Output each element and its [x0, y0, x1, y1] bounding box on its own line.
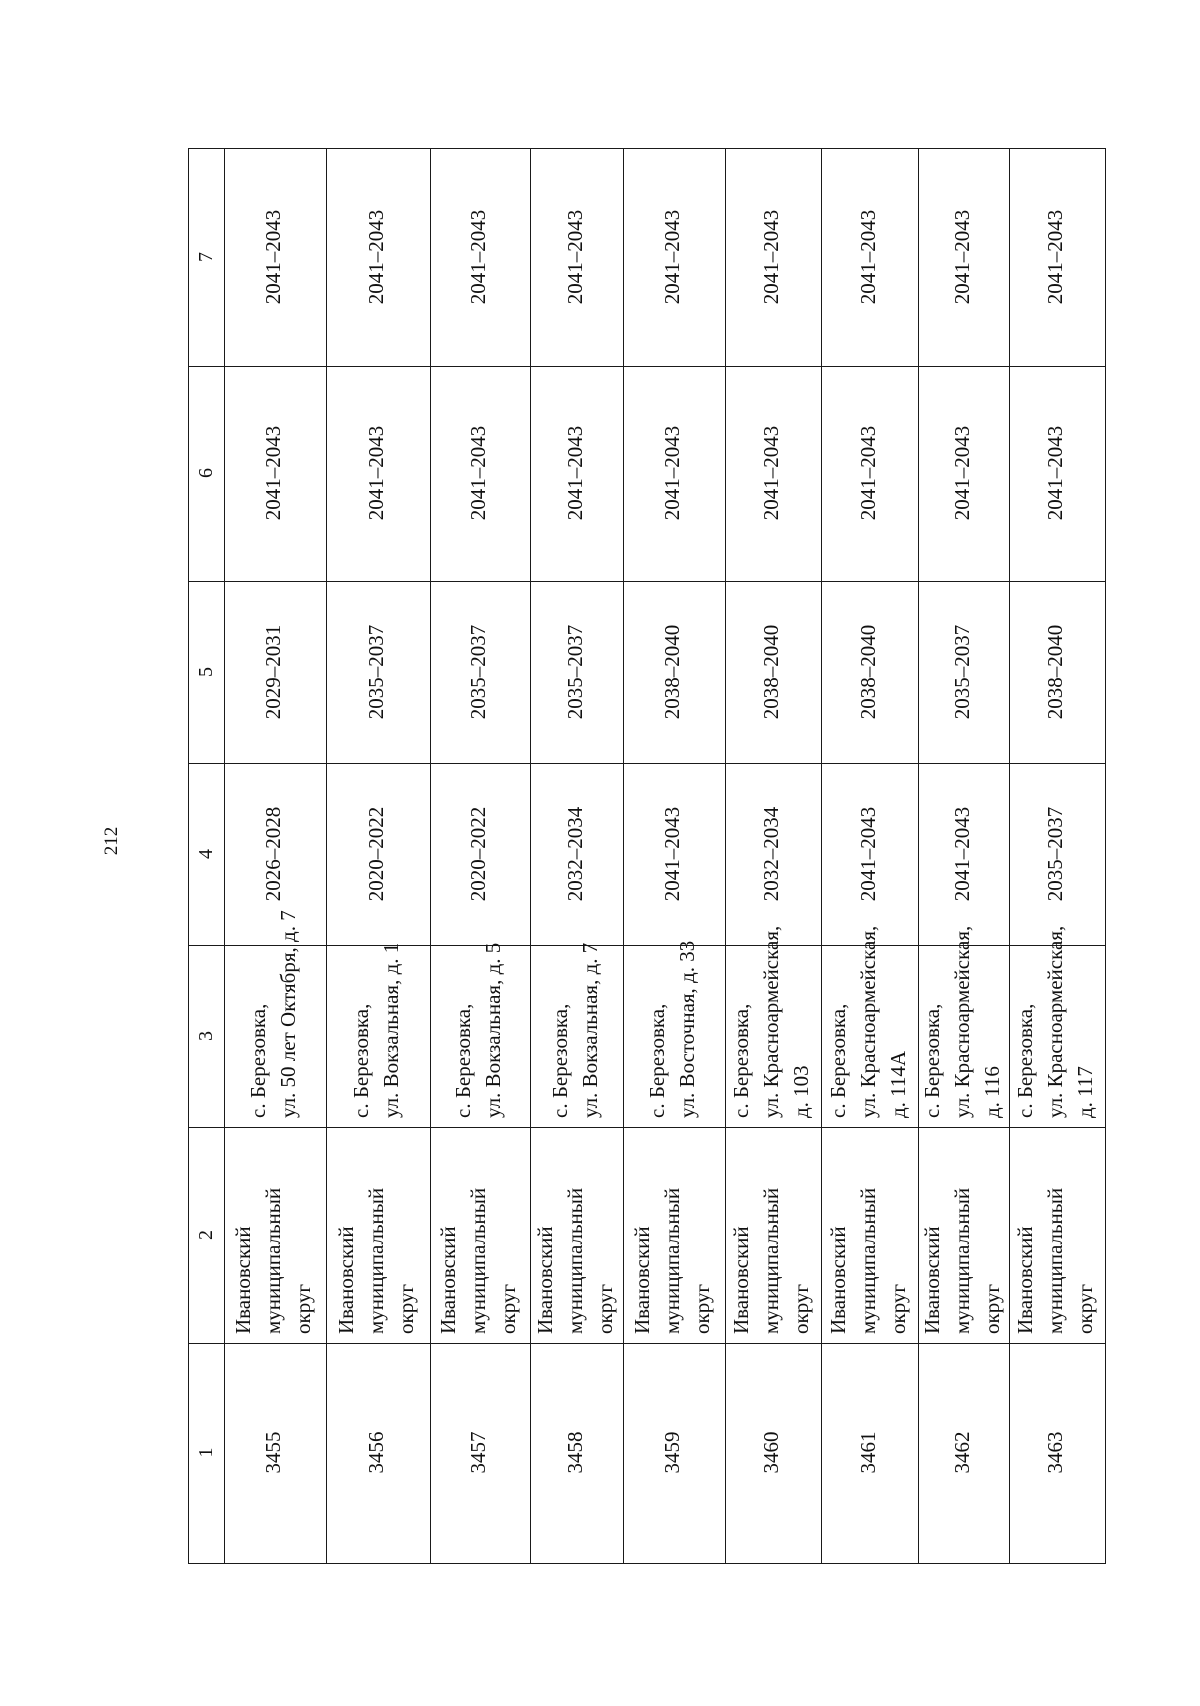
table-cell — [430, 1128, 530, 1344]
period-6-line: 2041–2043 — [855, 426, 880, 521]
table-cell — [430, 763, 530, 945]
period-6-line: 2041–2043 — [1043, 426, 1068, 521]
column-header — [191, 149, 221, 365]
table-cell — [919, 581, 1010, 763]
address-line: с. Березовка, — [825, 1003, 850, 1118]
table-cell — [919, 763, 1010, 945]
table-cell — [530, 942, 623, 1127]
column-header — [191, 1344, 221, 1561]
period-6-line: 2041–2043 — [261, 426, 286, 521]
table-cell — [919, 1344, 1010, 1564]
period-7 — [361, 149, 391, 365]
table-cell — [919, 367, 1010, 581]
table-cell — [326, 581, 430, 763]
period-5 — [657, 582, 687, 762]
period-6 — [947, 367, 977, 579]
table-cell — [225, 1344, 327, 1564]
table-cell — [725, 1344, 821, 1564]
district-name — [331, 1128, 421, 1342]
address — [448, 942, 508, 1126]
table-row — [189, 763, 1106, 945]
period-4 — [657, 764, 687, 944]
table-row — [189, 367, 1106, 581]
address — [917, 925, 1007, 1126]
district-name-line: округ — [291, 1283, 316, 1335]
header-cell — [189, 1128, 225, 1344]
record-number — [361, 1344, 391, 1561]
period-6 — [853, 367, 883, 579]
period-6-line: 2041–2043 — [950, 426, 975, 521]
table-cell — [821, 1128, 919, 1344]
table-cell — [624, 1128, 726, 1344]
table-row — [189, 1344, 1106, 1564]
period-7 — [1040, 149, 1070, 365]
table-cell — [326, 367, 430, 581]
district-name-line: округ — [690, 1283, 715, 1335]
address-line: с. Березовка, — [246, 1003, 271, 1118]
district-name-line: муниципальный — [950, 1187, 975, 1335]
table-row — [189, 945, 1106, 1127]
table-cell — [1010, 925, 1106, 1127]
table-cell — [225, 367, 327, 581]
period-4-line: 2041–2043 — [950, 806, 975, 902]
address-line: ул. Вокзальная, д. 7 — [577, 942, 602, 1118]
period-4 — [1040, 764, 1070, 944]
table-cell — [326, 149, 430, 367]
period-4 — [853, 764, 883, 944]
header-cell — [189, 763, 225, 945]
header-cell — [189, 1344, 225, 1564]
address-line: д. 116 — [980, 1066, 1005, 1118]
district-name-line: округ — [592, 1283, 617, 1335]
district-name-line: муниципальный — [363, 1187, 388, 1335]
period-5 — [853, 582, 883, 762]
period-4-line: 2035–2037 — [1043, 806, 1068, 902]
district-name-line: округ — [495, 1283, 520, 1335]
address-line: ул. Красноармейская, — [855, 925, 880, 1118]
district-name-line: Ивановский — [333, 1226, 358, 1335]
record-number-line: 3460 — [758, 1431, 783, 1474]
period-5 — [756, 582, 786, 762]
district-name-line: Ивановский — [435, 1226, 460, 1335]
period-7 — [947, 149, 977, 365]
record-number — [560, 1344, 590, 1561]
district-name — [433, 1128, 523, 1342]
record-number — [463, 1344, 493, 1561]
period-6 — [1040, 367, 1070, 579]
period-6-line: 2041–2043 — [465, 426, 490, 521]
table-cell — [326, 1344, 430, 1564]
period-6-line: 2041–2043 — [660, 426, 685, 521]
period-7-line: 2041–2043 — [660, 209, 685, 305]
table-cell — [725, 367, 821, 581]
record-number-line: 3458 — [562, 1431, 587, 1474]
period-5-line: 2035–2037 — [950, 624, 975, 720]
period-7-line: 2041–2043 — [855, 209, 880, 305]
period-5-line: 2038–2040 — [660, 624, 685, 720]
column-header — [191, 1128, 221, 1342]
record-number — [947, 1344, 977, 1561]
address-line: ул. Красноармейская, — [758, 925, 783, 1118]
table-cell — [725, 1128, 821, 1344]
period-6 — [657, 367, 687, 579]
header-cell — [189, 581, 225, 763]
table-cell — [225, 1128, 327, 1344]
period-5-line: 2035–2037 — [465, 624, 490, 720]
table-cell — [624, 367, 726, 581]
column-header-line: 1 — [195, 1447, 217, 1458]
period-7 — [756, 149, 786, 365]
table-cell — [821, 367, 919, 581]
period-5 — [560, 582, 590, 762]
period-6 — [463, 367, 493, 579]
table-row — [189, 149, 1106, 367]
period-7-line: 2041–2043 — [758, 209, 783, 305]
period-5-line: 2038–2040 — [855, 624, 880, 720]
page-number: 212 — [101, 826, 122, 856]
period-6 — [258, 367, 288, 579]
table-cell — [326, 763, 430, 945]
district-name — [530, 1128, 620, 1342]
column-header-line: 6 — [195, 468, 217, 479]
table-cell — [530, 367, 623, 581]
table-cell — [1010, 367, 1106, 581]
column-header — [191, 367, 221, 579]
address-line: д. 114А — [885, 1050, 910, 1118]
table-cell — [725, 763, 821, 945]
record-number — [756, 1344, 786, 1561]
record-number-line: 3457 — [465, 1431, 490, 1474]
period-6-line: 2041–2043 — [363, 426, 388, 521]
table-cell — [530, 1344, 623, 1564]
address-line: с. Березовка, — [645, 1003, 670, 1118]
address-line: ул. Красноармейская, — [950, 925, 975, 1118]
period-7 — [657, 149, 687, 365]
address — [726, 925, 816, 1126]
district-name — [823, 1128, 913, 1342]
table-cell — [530, 581, 623, 763]
district-name-line: муниципальный — [562, 1187, 587, 1335]
address-line: с. Березовка, — [547, 1003, 572, 1118]
record-number-line: 3459 — [660, 1431, 685, 1474]
table-cell — [725, 149, 821, 367]
record-number — [1040, 1344, 1070, 1561]
district-name-line: округ — [1073, 1283, 1098, 1335]
record-number — [657, 1344, 687, 1561]
header-cell — [189, 945, 225, 1127]
table-row — [189, 1128, 1106, 1344]
district-name-line: Ивановский — [728, 1226, 753, 1335]
district-name-line: муниципальный — [261, 1187, 286, 1335]
column-header — [191, 764, 221, 944]
table-cell — [430, 942, 530, 1127]
table-cell — [624, 581, 726, 763]
district-name-line: муниципальный — [855, 1187, 880, 1335]
table-cell — [430, 367, 530, 581]
district-name-line: муниципальный — [758, 1187, 783, 1335]
address-line: ул. Восточная, д. 33 — [675, 940, 700, 1118]
address-line: с. Березовка, — [728, 1003, 753, 1118]
period-7 — [560, 149, 590, 365]
period-6 — [560, 367, 590, 579]
district-name-line: Ивановский — [532, 1226, 557, 1335]
period-5 — [258, 582, 288, 762]
table-cell — [530, 149, 623, 367]
table-cell — [624, 149, 726, 367]
district-name-line: муниципальный — [1043, 1187, 1068, 1335]
period-4-line: 2026–2028 — [261, 806, 286, 902]
table-cell — [624, 940, 726, 1127]
period-7 — [258, 149, 288, 365]
address — [642, 940, 702, 1126]
record-number-line: 3456 — [363, 1431, 388, 1474]
record-number-line: 3455 — [261, 1431, 286, 1474]
period-6-line: 2041–2043 — [758, 426, 783, 521]
column-header — [191, 946, 221, 1126]
district-name-line: муниципальный — [465, 1187, 490, 1335]
address-line: ул. Вокзальная, д. 1 — [378, 942, 403, 1118]
address-line: ул. Вокзальная, д. 5 — [480, 942, 505, 1118]
table-cell — [725, 925, 821, 1127]
table-cell — [225, 149, 327, 367]
address — [823, 925, 913, 1126]
period-4-line: 2032–2034 — [758, 806, 783, 902]
record-number-line: 3463 — [1043, 1431, 1068, 1474]
period-6-line: 2041–2043 — [562, 426, 587, 521]
period-4-line: 2032–2034 — [562, 806, 587, 902]
district-name — [917, 1128, 1007, 1342]
address-line: с. Березовка, — [450, 1003, 475, 1118]
column-header-line: 4 — [195, 848, 217, 859]
header-cell — [189, 367, 225, 581]
record-number — [258, 1344, 288, 1561]
period-4 — [361, 764, 391, 944]
period-7-line: 2041–2043 — [465, 209, 490, 305]
period-6 — [756, 367, 786, 579]
period-4 — [463, 764, 493, 944]
table-cell — [430, 581, 530, 763]
table-cell — [919, 1128, 1010, 1344]
table-cell — [1010, 1344, 1106, 1564]
district-name — [627, 1128, 717, 1342]
address-line: ул. Красноармейская, — [1043, 925, 1068, 1118]
period-5-line: 2038–2040 — [1043, 624, 1068, 720]
period-4 — [756, 764, 786, 944]
period-5-line: 2029–2031 — [261, 624, 286, 720]
table-cell — [821, 149, 919, 367]
table-cell — [821, 1344, 919, 1564]
period-7-line: 2041–2043 — [562, 209, 587, 305]
record-number-line: 3461 — [855, 1431, 880, 1474]
address — [243, 910, 303, 1126]
record-number-line: 3462 — [950, 1431, 975, 1474]
address-line: с. Березовка, — [348, 1003, 373, 1118]
data-table — [188, 148, 1106, 1564]
table-cell — [821, 581, 919, 763]
period-7-line: 2041–2043 — [1043, 209, 1068, 305]
district-name — [726, 1128, 816, 1342]
period-5-line: 2035–2037 — [363, 624, 388, 720]
district-name-line: Ивановский — [231, 1226, 256, 1335]
column-header-line: 2 — [195, 1230, 217, 1241]
table-cell — [1010, 581, 1106, 763]
table-cell — [326, 1128, 430, 1344]
table-cell — [430, 149, 530, 367]
period-4-line: 2041–2043 — [660, 806, 685, 902]
period-7-line: 2041–2043 — [261, 209, 286, 305]
district-name-line: Ивановский — [1013, 1226, 1038, 1335]
record-number — [853, 1344, 883, 1561]
column-header-line: 3 — [195, 1030, 217, 1041]
period-5-line: 2035–2037 — [562, 624, 587, 720]
table-cell — [725, 581, 821, 763]
period-7-line: 2041–2043 — [363, 209, 388, 305]
address-line: д. 103 — [788, 1065, 813, 1118]
table-cell — [430, 1344, 530, 1564]
address — [346, 942, 406, 1126]
table-cell — [225, 910, 327, 1127]
period-4-line: 2020–2022 — [363, 806, 388, 902]
address-line: с. Березовка, — [920, 1003, 945, 1118]
table-row — [189, 581, 1106, 763]
period-5-line: 2038–2040 — [758, 624, 783, 720]
address — [545, 942, 605, 1126]
district-name-line: Ивановский — [825, 1226, 850, 1335]
district-name-line: округ — [885, 1283, 910, 1335]
period-4-line: 2020–2022 — [465, 806, 490, 902]
address-line: д. 117 — [1073, 1066, 1098, 1118]
period-4-line: 2041–2043 — [855, 806, 880, 902]
district-name-line: округ — [980, 1283, 1005, 1335]
period-4 — [560, 764, 590, 944]
period-6 — [361, 367, 391, 579]
period-4 — [947, 764, 977, 944]
table-cell — [821, 925, 919, 1127]
header-cell — [189, 149, 225, 367]
period-5 — [463, 582, 493, 762]
column-header-line: 5 — [195, 666, 217, 677]
district-name-line: округ — [788, 1283, 813, 1335]
district-name-line: Ивановский — [630, 1226, 655, 1335]
column-header-line: 7 — [195, 252, 217, 262]
district-name-line: округ — [393, 1283, 418, 1335]
column-header — [191, 582, 221, 762]
period-5 — [361, 582, 391, 762]
period-7 — [463, 149, 493, 365]
address — [1010, 925, 1100, 1126]
district-name — [1010, 1128, 1100, 1342]
table-cell — [919, 925, 1010, 1127]
table-cell — [624, 1344, 726, 1564]
address-line: ул. 50 лет Октября, д. 7 — [276, 910, 301, 1118]
period-7 — [853, 149, 883, 365]
table-cell — [225, 581, 327, 763]
period-5 — [1040, 582, 1070, 762]
table-cell — [1010, 149, 1106, 367]
table-cell — [530, 1128, 623, 1344]
table-cell — [1010, 763, 1106, 945]
address-line: с. Березовка, — [1013, 1003, 1038, 1118]
period-5 — [947, 582, 977, 762]
table-cell — [624, 763, 726, 945]
district-name — [228, 1128, 318, 1342]
district-name-line: Ивановский — [920, 1226, 945, 1335]
district-name-line: муниципальный — [660, 1187, 685, 1335]
table-cell — [530, 763, 623, 945]
table-cell — [326, 942, 430, 1127]
period-7-line: 2041–2043 — [950, 209, 975, 305]
table-cell — [1010, 1128, 1106, 1344]
table-cell — [919, 149, 1010, 367]
table-cell — [821, 763, 919, 945]
